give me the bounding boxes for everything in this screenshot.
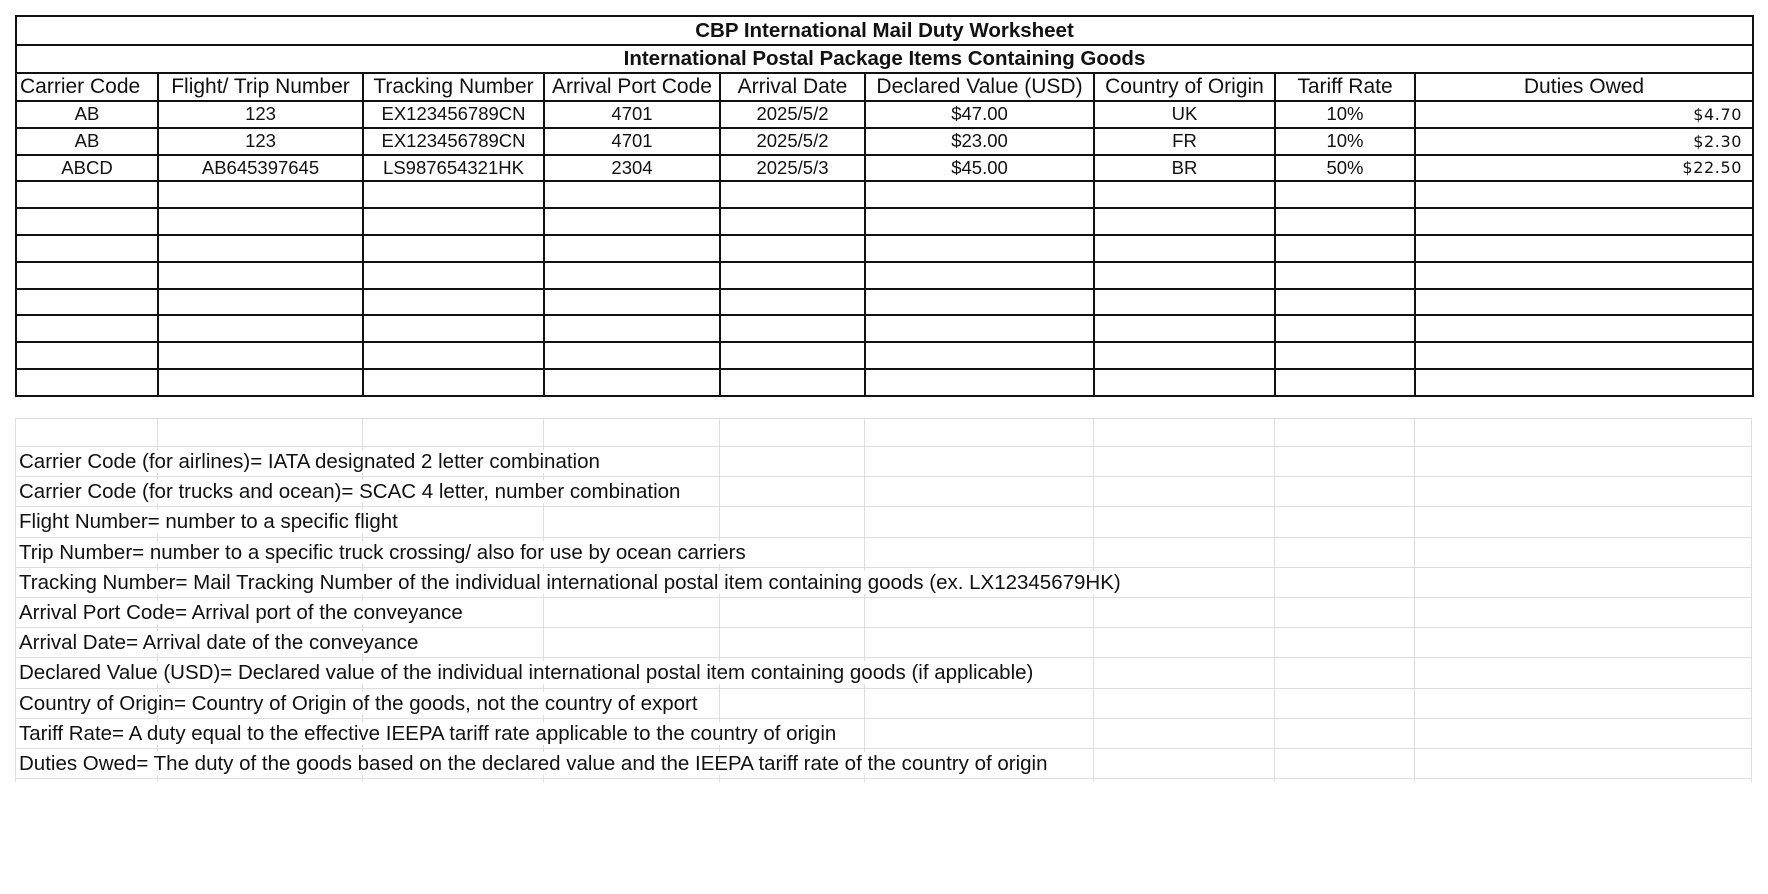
cell-tracking-number[interactable] — [363, 262, 544, 289]
cell-arrival-date[interactable] — [720, 369, 865, 396]
cell-arrival-port-code[interactable] — [544, 315, 720, 342]
cell-duties-owed[interactable] — [1415, 315, 1753, 342]
cell-arrival-port-code[interactable] — [544, 262, 720, 289]
column-header-arrival-date[interactable]: Arrival Date — [720, 73, 865, 101]
note-row — [15, 507, 1752, 537]
cell-arrival-port-code[interactable] — [544, 369, 720, 396]
cell-tracking-number[interactable]: EX123456789CN — [363, 101, 544, 128]
note-row — [15, 568, 1752, 598]
column-header-duties-owed[interactable]: Duties Owed — [1415, 73, 1753, 101]
cell-country-of-origin[interactable] — [1094, 262, 1275, 289]
note-text[interactable]: Country of Origin= Country of Origin of the goods, not the country of export — [19, 691, 698, 715]
note-text[interactable]: Arrival Date= Arrival date of the conveyance — [19, 631, 419, 655]
cell-tracking-number[interactable] — [363, 208, 544, 235]
cell-tariff-rate[interactable] — [1275, 369, 1415, 396]
cell-arrival-date[interactable] — [720, 208, 865, 235]
cell-flight-trip-number[interactable]: AB645397645 — [158, 155, 363, 182]
cell-tracking-number[interactable] — [363, 181, 544, 208]
cell-tracking-number[interactable] — [363, 315, 544, 342]
cell-flight-trip-number[interactable]: 123 — [158, 128, 363, 155]
cell-flight-trip-number[interactable] — [158, 208, 363, 235]
cell-declared-value[interactable] — [865, 315, 1094, 342]
cell-declared-value[interactable] — [865, 235, 1094, 262]
table-row — [16, 155, 1753, 182]
cell-tracking-number[interactable] — [363, 369, 544, 396]
note-row — [15, 538, 1752, 568]
cell-tariff-rate[interactable]: 50% — [1275, 155, 1415, 182]
table-row — [16, 181, 1753, 208]
table-row — [16, 342, 1753, 369]
cell-arrival-date[interactable]: 2025/5/2 — [720, 128, 865, 155]
cell-arrival-port-code[interactable] — [544, 235, 720, 262]
note-row — [15, 477, 1752, 507]
cell-tariff-rate[interactable] — [1275, 235, 1415, 262]
cell-arrival-date[interactable]: 2025/5/3 — [720, 155, 865, 182]
cell-arrival-port-code[interactable]: 2304 — [544, 155, 720, 182]
cell-duties-owed[interactable]: $4.70 — [1415, 101, 1753, 128]
cell-duties-owed[interactable] — [1415, 342, 1753, 369]
cell-carrier-code[interactable] — [16, 289, 158, 316]
cell-duties-owed[interactable]: $22.50 — [1415, 155, 1753, 182]
cell-duties-owed[interactable] — [1415, 208, 1753, 235]
gridline — [15, 418, 1752, 419]
cell-tracking-number[interactable] — [363, 235, 544, 262]
cell-carrier-code[interactable]: AB — [16, 101, 158, 128]
column-header-declared-value[interactable]: Declared Value (USD) — [865, 73, 1094, 101]
cell-flight-trip-number[interactable] — [158, 262, 363, 289]
cell-flight-trip-number[interactable] — [158, 235, 363, 262]
table-row — [16, 289, 1753, 316]
cell-flight-trip-number[interactable] — [158, 369, 363, 396]
header-row — [16, 73, 1753, 101]
cell-carrier-code[interactable] — [16, 235, 158, 262]
table-row — [16, 235, 1753, 262]
cell-declared-value[interactable] — [865, 369, 1094, 396]
cell-tariff-rate[interactable] — [1275, 342, 1415, 369]
cell-arrival-date[interactable] — [720, 315, 865, 342]
cell-carrier-code[interactable] — [16, 369, 158, 396]
cell-tracking-number[interactable] — [363, 289, 544, 316]
note-row — [15, 658, 1752, 688]
cell-carrier-code[interactable] — [16, 208, 158, 235]
cell-arrival-port-code[interactable] — [544, 181, 720, 208]
cell-declared-value[interactable]: $23.00 — [865, 128, 1094, 155]
note-text[interactable]: Duties Owed= The duty of the goods based on the declared value and the IEEPA tariff rate of the country of origin — [19, 751, 1048, 775]
table-row — [16, 101, 1753, 128]
cell-carrier-code[interactable] — [16, 181, 158, 208]
cell-arrival-port-code[interactable] — [544, 208, 720, 235]
table-row — [16, 315, 1753, 342]
note-row — [15, 719, 1752, 749]
column-header-tariff-rate[interactable]: Tariff Rate — [1275, 73, 1415, 101]
cell-country-of-origin[interactable] — [1094, 235, 1275, 262]
note-text[interactable]: Flight Number= number to a specific flight — [19, 510, 398, 534]
cell-country-of-origin[interactable] — [1094, 289, 1275, 316]
cell-tariff-rate[interactable] — [1275, 181, 1415, 208]
note-text[interactable]: Tracking Number= Mail Tracking Number of the individual international postal item containing goods (ex. LX12345679HK) — [19, 570, 1121, 594]
cell-carrier-code[interactable] — [16, 262, 158, 289]
cell-duties-owed[interactable] — [1415, 369, 1753, 396]
note-text[interactable]: Tariff Rate= A duty equal to the effective IEEPA tariff rate applicable to the country of origin — [19, 721, 837, 745]
cell-arrival-date[interactable]: 2025/5/2 — [720, 101, 865, 128]
note-row — [15, 628, 1752, 658]
cell-duties-owed[interactable] — [1415, 181, 1753, 208]
note-text[interactable]: Arrival Port Code= Arrival port of the conveyance — [19, 600, 463, 624]
cell-carrier-code[interactable] — [16, 315, 158, 342]
cell-arrival-date[interactable] — [720, 342, 865, 369]
cell-arrival-date[interactable] — [720, 289, 865, 316]
cell-flight-trip-number[interactable]: 123 — [158, 101, 363, 128]
cell-country-of-origin[interactable] — [1094, 369, 1275, 396]
cell-duties-owed[interactable] — [1415, 289, 1753, 316]
cell-country-of-origin[interactable] — [1094, 315, 1275, 342]
table-body — [16, 101, 1753, 396]
cell-flight-trip-number[interactable] — [158, 315, 363, 342]
note-row — [15, 447, 1752, 477]
column-header-country-of-origin[interactable]: Country of Origin — [1094, 73, 1275, 101]
cell-duties-owed[interactable] — [1415, 262, 1753, 289]
field-definitions — [15, 447, 1752, 779]
table-row — [16, 128, 1753, 155]
worksheet-title: CBP International Mail Duty Worksheet — [16, 16, 1753, 45]
cell-duties-owed[interactable] — [1415, 235, 1753, 262]
cell-arrival-date[interactable] — [720, 235, 865, 262]
cell-declared-value[interactable] — [865, 289, 1094, 316]
cell-arrival-date[interactable] — [720, 181, 865, 208]
cell-country-of-origin[interactable] — [1094, 342, 1275, 369]
table-row — [16, 208, 1753, 235]
cell-duties-owed[interactable]: $2.30 — [1415, 128, 1753, 155]
cell-tracking-number[interactable]: EX123456789CN — [363, 128, 544, 155]
cell-carrier-code[interactable] — [16, 342, 158, 369]
note-text[interactable]: Carrier Code (for airlines)= IATA designated 2 letter combination — [19, 450, 600, 473]
note-text[interactable]: Carrier Code (for trucks and ocean)= SCAC 4 letter, number combination — [19, 480, 681, 504]
cell-flight-trip-number[interactable] — [158, 342, 363, 369]
cell-carrier-code[interactable]: ABCD — [16, 155, 158, 182]
cell-tariff-rate[interactable] — [1275, 315, 1415, 342]
note-row — [15, 598, 1752, 628]
duty-worksheet-table — [15, 15, 1754, 397]
cell-country-of-origin[interactable] — [1094, 181, 1275, 208]
cell-arrival-port-code[interactable] — [544, 289, 720, 316]
cell-flight-trip-number[interactable] — [158, 181, 363, 208]
table-row — [16, 369, 1753, 396]
cell-tracking-number[interactable] — [363, 342, 544, 369]
cell-declared-value[interactable]: $47.00 — [865, 101, 1094, 128]
cell-tariff-rate[interactable] — [1275, 289, 1415, 316]
table-row — [16, 262, 1753, 289]
column-header-arrival-port-code[interactable]: Arrival Port Code — [544, 73, 720, 101]
cell-tariff-rate[interactable]: 10% — [1275, 101, 1415, 128]
note-row — [15, 689, 1752, 719]
column-header-tracking-number[interactable]: Tracking Number — [363, 73, 544, 101]
cell-arrival-port-code[interactable]: 4701 — [544, 128, 720, 155]
note-text[interactable]: Trip Number= number to a specific truck crossing/ also for use by ocean carriers — [19, 540, 746, 564]
cell-tariff-rate[interactable]: 10% — [1275, 128, 1415, 155]
cell-country-of-origin[interactable]: UK — [1094, 101, 1275, 128]
note-row — [15, 749, 1752, 779]
cell-declared-value[interactable]: $45.00 — [865, 155, 1094, 182]
cell-country-of-origin[interactable] — [1094, 208, 1275, 235]
cell-declared-value[interactable] — [865, 208, 1094, 235]
cell-arrival-date[interactable] — [720, 262, 865, 289]
cell-country-of-origin[interactable]: BR — [1094, 155, 1275, 182]
cell-declared-value[interactable] — [865, 181, 1094, 208]
cell-arrival-port-code[interactable]: 4701 — [544, 101, 720, 128]
column-header-carrier-code[interactable]: Carrier Code — [16, 73, 158, 101]
cell-tariff-rate[interactable] — [1275, 208, 1415, 235]
worksheet-subtitle: International Postal Package Items Containing Goods — [16, 45, 1753, 73]
note-text[interactable]: Declared Value (USD)= Declared value of the individual international postal item containing goods (if applicable) — [19, 661, 1034, 685]
cell-country-of-origin[interactable]: FR — [1094, 128, 1275, 155]
cell-declared-value[interactable] — [865, 342, 1094, 369]
cell-declared-value[interactable] — [865, 262, 1094, 289]
cell-tracking-number[interactable]: LS987654321HK — [363, 155, 544, 182]
cell-carrier-code[interactable]: AB — [16, 128, 158, 155]
cell-tariff-rate[interactable] — [1275, 262, 1415, 289]
column-header-flight-trip-number[interactable]: Flight/ Trip Number — [158, 73, 363, 101]
cell-arrival-port-code[interactable] — [544, 342, 720, 369]
cell-flight-trip-number[interactable] — [158, 289, 363, 316]
